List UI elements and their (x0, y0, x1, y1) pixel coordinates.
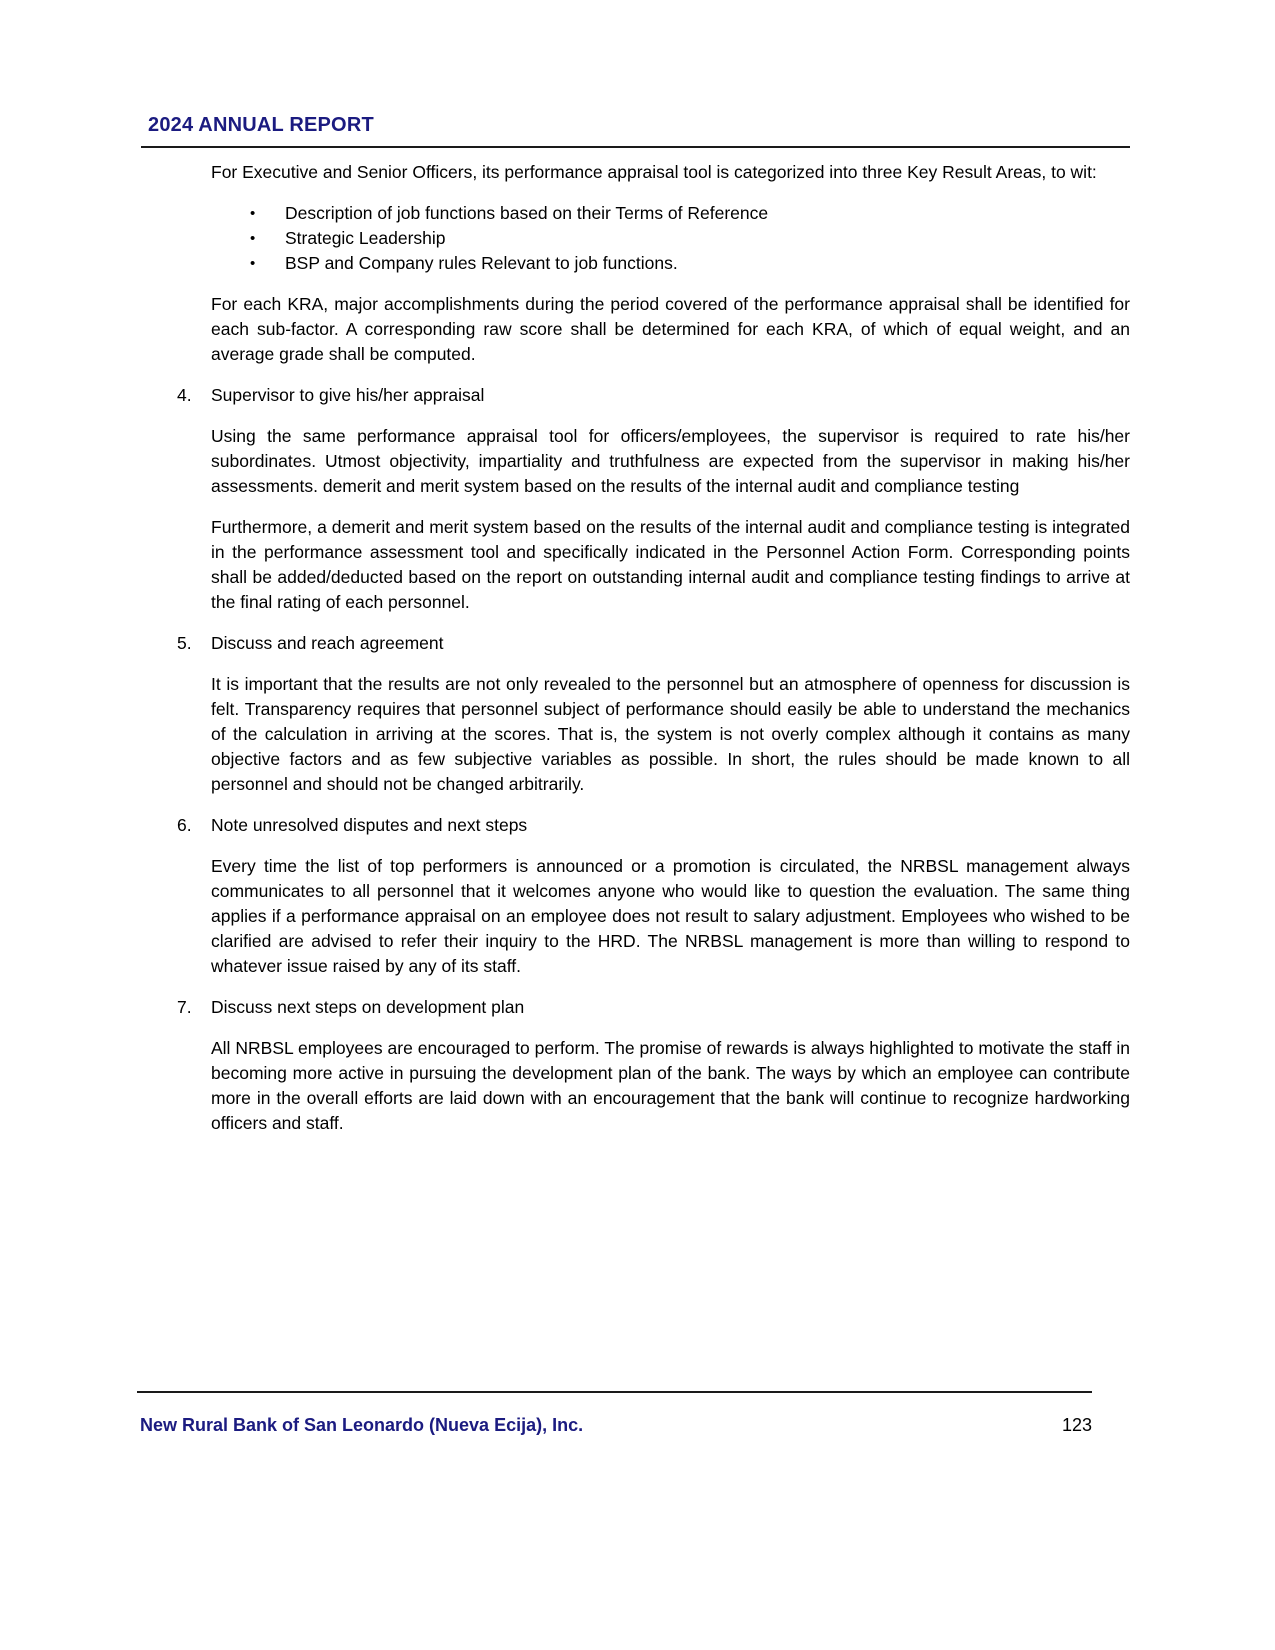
footer-page-number: 123 (1061, 1415, 1092, 1435)
section-5 (177, 631, 1130, 797)
section-heading (177, 631, 1130, 656)
section-number: 7. (177, 997, 192, 1017)
section-heading-text: Discuss and reach agreement (211, 633, 444, 653)
section-paragraph: All NRBSL employees are encouraged to perform. The promise of rewards is always highlighted to motivate the staff in becoming more active in pursuing the development plan of the bank. The ways by which an employee can contribute more in the overall efforts are laid down with an encouragement that the bank will continue to recognize hardworking officers and staff. (211, 1038, 1130, 1133)
bullet-text: Strategic Leadership (285, 228, 446, 248)
list-item (250, 251, 1130, 276)
section-heading (177, 383, 1130, 408)
section-heading (177, 995, 1130, 1020)
kra-paragraph: For each KRA, major accomplishments during the period covered of the performance appraisal shall be identified for each sub-factor. A corresponding raw score shall be determined for each KRA, of which of equal weight, and an average grade shall be computed. (211, 294, 1130, 364)
section-number: 5. (177, 633, 192, 653)
section-heading-text: Discuss next steps on development plan (211, 997, 525, 1017)
bullet-text: Description of job functions based on their Terms of Reference (285, 203, 769, 223)
section-heading-text: Note unresolved disputes and next steps (211, 815, 528, 835)
list-item (250, 226, 1130, 251)
section-7 (177, 995, 1130, 1136)
section-heading-text: Supervisor to give his/her appraisal (211, 385, 485, 405)
bullet-icon: • (250, 255, 256, 272)
section-paragraph: Every time the list of top performers is announced or a promotion is circulated, the NRBSL management always communicates to all personnel that it welcomes anyone who would like to question the evaluation. The same thing applies if a performance appraisal on an employee does not result to salary adjustment. Employees who wished to be clarified are advised to refer their inquiry to the HRD. The NRBSL management is more than willing to respond to whatever issue raised by any of its staff. (211, 856, 1130, 976)
document-body (177, 160, 1130, 1136)
footer-bank-name: New Rural Bank of San Leonardo (Nueva Ecija), Inc. (140, 1415, 584, 1435)
list-item (250, 201, 1130, 226)
section-6 (177, 813, 1130, 979)
section-heading (177, 813, 1130, 838)
kra-bullet-list (250, 201, 1130, 276)
section-paragraph: Using the same performance appraisal tool for officers/employees, the supervisor is required to rate his/her subordinates. Utmost objectivity, impartiality and truthfulness are expected from the supervisor in making his/her assessments. demerit and merit system based on the results of the internal audit and compliance testing (211, 426, 1130, 496)
section-paragraph: Furthermore, a demerit and merit system based on the results of the internal audit and compliance testing is integrated in the performance assessment tool and specifically indicated in the Personnel Action Form. Corresponding points shall be added/deducted based on the report on outstanding internal audit and compliance testing findings to arrive at the final rating of each personnel. (211, 517, 1130, 612)
footer-divider (137, 1391, 1092, 1393)
bullet-text: BSP and Company rules Relevant to job functions. (285, 253, 678, 273)
intro-paragraph: For Executive and Senior Officers, its performance appraisal tool is categorized into three Key Result Areas, to wit: (211, 162, 1097, 182)
bullet-icon: • (250, 205, 256, 222)
section-number: 6. (177, 815, 192, 835)
page-footer (140, 1415, 1092, 1436)
section-paragraph: It is important that the results are not only revealed to the personnel but an atmosphere of openness for discussion is felt. Transparency requires that personnel subject of performance should easily be able to understand the mechanics of the calculation in arriving at the scores. That is, the system is not overly complex although it contains as many objective factors and as few subjective variables as possible. In short, the rules should be made known to all personnel and should not be changed arbitrarily. (211, 674, 1130, 794)
page-header (141, 112, 1130, 148)
section-number: 4. (177, 385, 192, 405)
bullet-icon: • (250, 230, 256, 247)
section-4 (177, 383, 1130, 615)
report-header-title: 2024 ANNUAL REPORT (148, 114, 374, 136)
